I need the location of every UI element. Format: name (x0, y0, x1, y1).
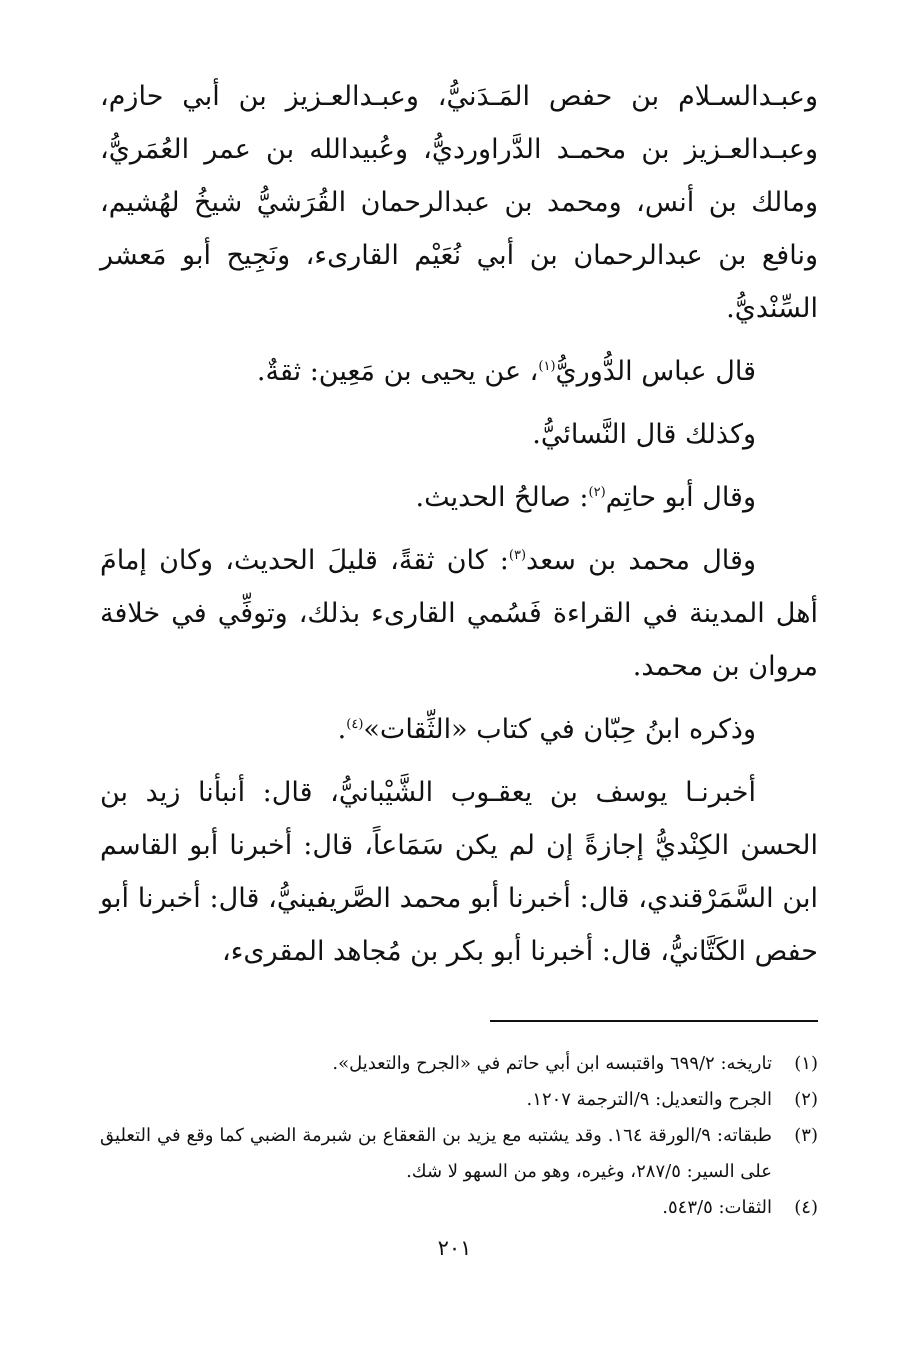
paragraph-text-after: : صالحُ الحديث. (415, 482, 589, 513)
footnote-ref-2: (٢) (588, 485, 606, 500)
paragraph-text: قال عباس الدُّوريُّ (555, 356, 756, 387)
main-text (100, 70, 818, 978)
footnote-text: تاريخه: ٦٩٩/٢ واقتبسه ابن أبي حاتم في «الجرح والتعديل». (332, 1053, 772, 1074)
paragraph-text: وقال أبو حاتِم (605, 482, 756, 513)
footnote-number: (٣) (794, 1125, 818, 1146)
paragraph-nasai (100, 408, 818, 461)
footnote-text: الجرح والتعديل: ٩/الترجمة ١٢٠٧. (526, 1089, 772, 1110)
paragraph-text-after: . (337, 714, 347, 745)
paragraph-ibn-saad (100, 534, 818, 693)
paragraph-text: وكذلك قال النَّسائيُّ. (532, 419, 756, 450)
paragraph-text: وقال محمد بن سعد (526, 545, 756, 576)
paragraph-text: وعبـدالسـلام بن حفص المَـدَنيُّ، وعبـدالعـزيز بن أبي حازم، وعبـدالعـزيز بن محمـد الدَّراورديُّ، وعُبيدالله بن عمر العُمَريُّ، ومالك بن أنس، ومحمد بن عبدالرحمان القُرَشيُّ شيخُ لهُشيم، ونافع بن عبدالرحمان بن أبي نُعَيْم القارىء، ونَجِيح أبو مَعشر السِّنْديُّ. (100, 81, 818, 324)
paragraph-text-after: ، عن يحيى بن مَعِين: ثقةٌ. (256, 356, 539, 387)
footnote-number: (١) (794, 1053, 818, 1074)
footnote-item (100, 1190, 818, 1226)
paragraph-isnad (100, 766, 818, 978)
footnote-ref-3: (٣) (508, 548, 527, 563)
paragraph-abu-hatim (100, 471, 818, 524)
paragraph-text-after: : كان ثقةً، قليلَ الحديث، وكان إمامَ أهل المدينة في القراءة فَسُمي القارىء بذلك، وتوفِّي في خلافة مروان بن محمد. (100, 545, 818, 682)
footnote-item (100, 1118, 818, 1190)
footnote-text: الثقات: ٥٤٣/٥. (662, 1197, 772, 1218)
footnote-divider (490, 1020, 818, 1022)
footnotes (100, 1046, 818, 1226)
paragraph-ibn-hibban (100, 703, 818, 756)
footnote-number: (٤) (794, 1197, 818, 1218)
paragraph-text: وذكره ابنُ حِبّان في كتاب «الثِّقات» (363, 714, 756, 745)
footnote-item (100, 1046, 818, 1082)
footnote-item (100, 1082, 818, 1118)
footnote-number: (٢) (794, 1089, 818, 1110)
footnote-ref-4: (٤) (346, 717, 364, 732)
footnote-text: طبقاته: ٩/الورقة ١٦٤. وقد يشتبه مع يزيد بن القعقاع بن شبرمة الضبي كما وقع في التعليق على السير: ٢٨٧/٥، وغيره، وهو من السهو لا شك. (100, 1125, 772, 1182)
paragraph-ibn-maeen (100, 345, 818, 398)
paragraph-text: أخبرنـا يوسف بن يعقـوب الشَّيْبانيُّ، قال: أنبأنا زيد بن الحسن الكِنْديُّ إجازةً إن لم يكن سَمَاعاً، قال: أخبرنا أبو القاسم ابن السَّمَرْقندي، قال: أخبرنا أبو محمد الصَّريفينيُّ، قال: أخبرنا أبو حفص الكَتَّانيُّ، قال: أخبرنا أبو بكر بن مُجاهد المقرىء، (100, 777, 818, 967)
footnote-ref-1: (١) (538, 359, 556, 374)
page-number: ٢٠١ (437, 1236, 472, 1260)
paragraph-narrators (100, 70, 818, 335)
